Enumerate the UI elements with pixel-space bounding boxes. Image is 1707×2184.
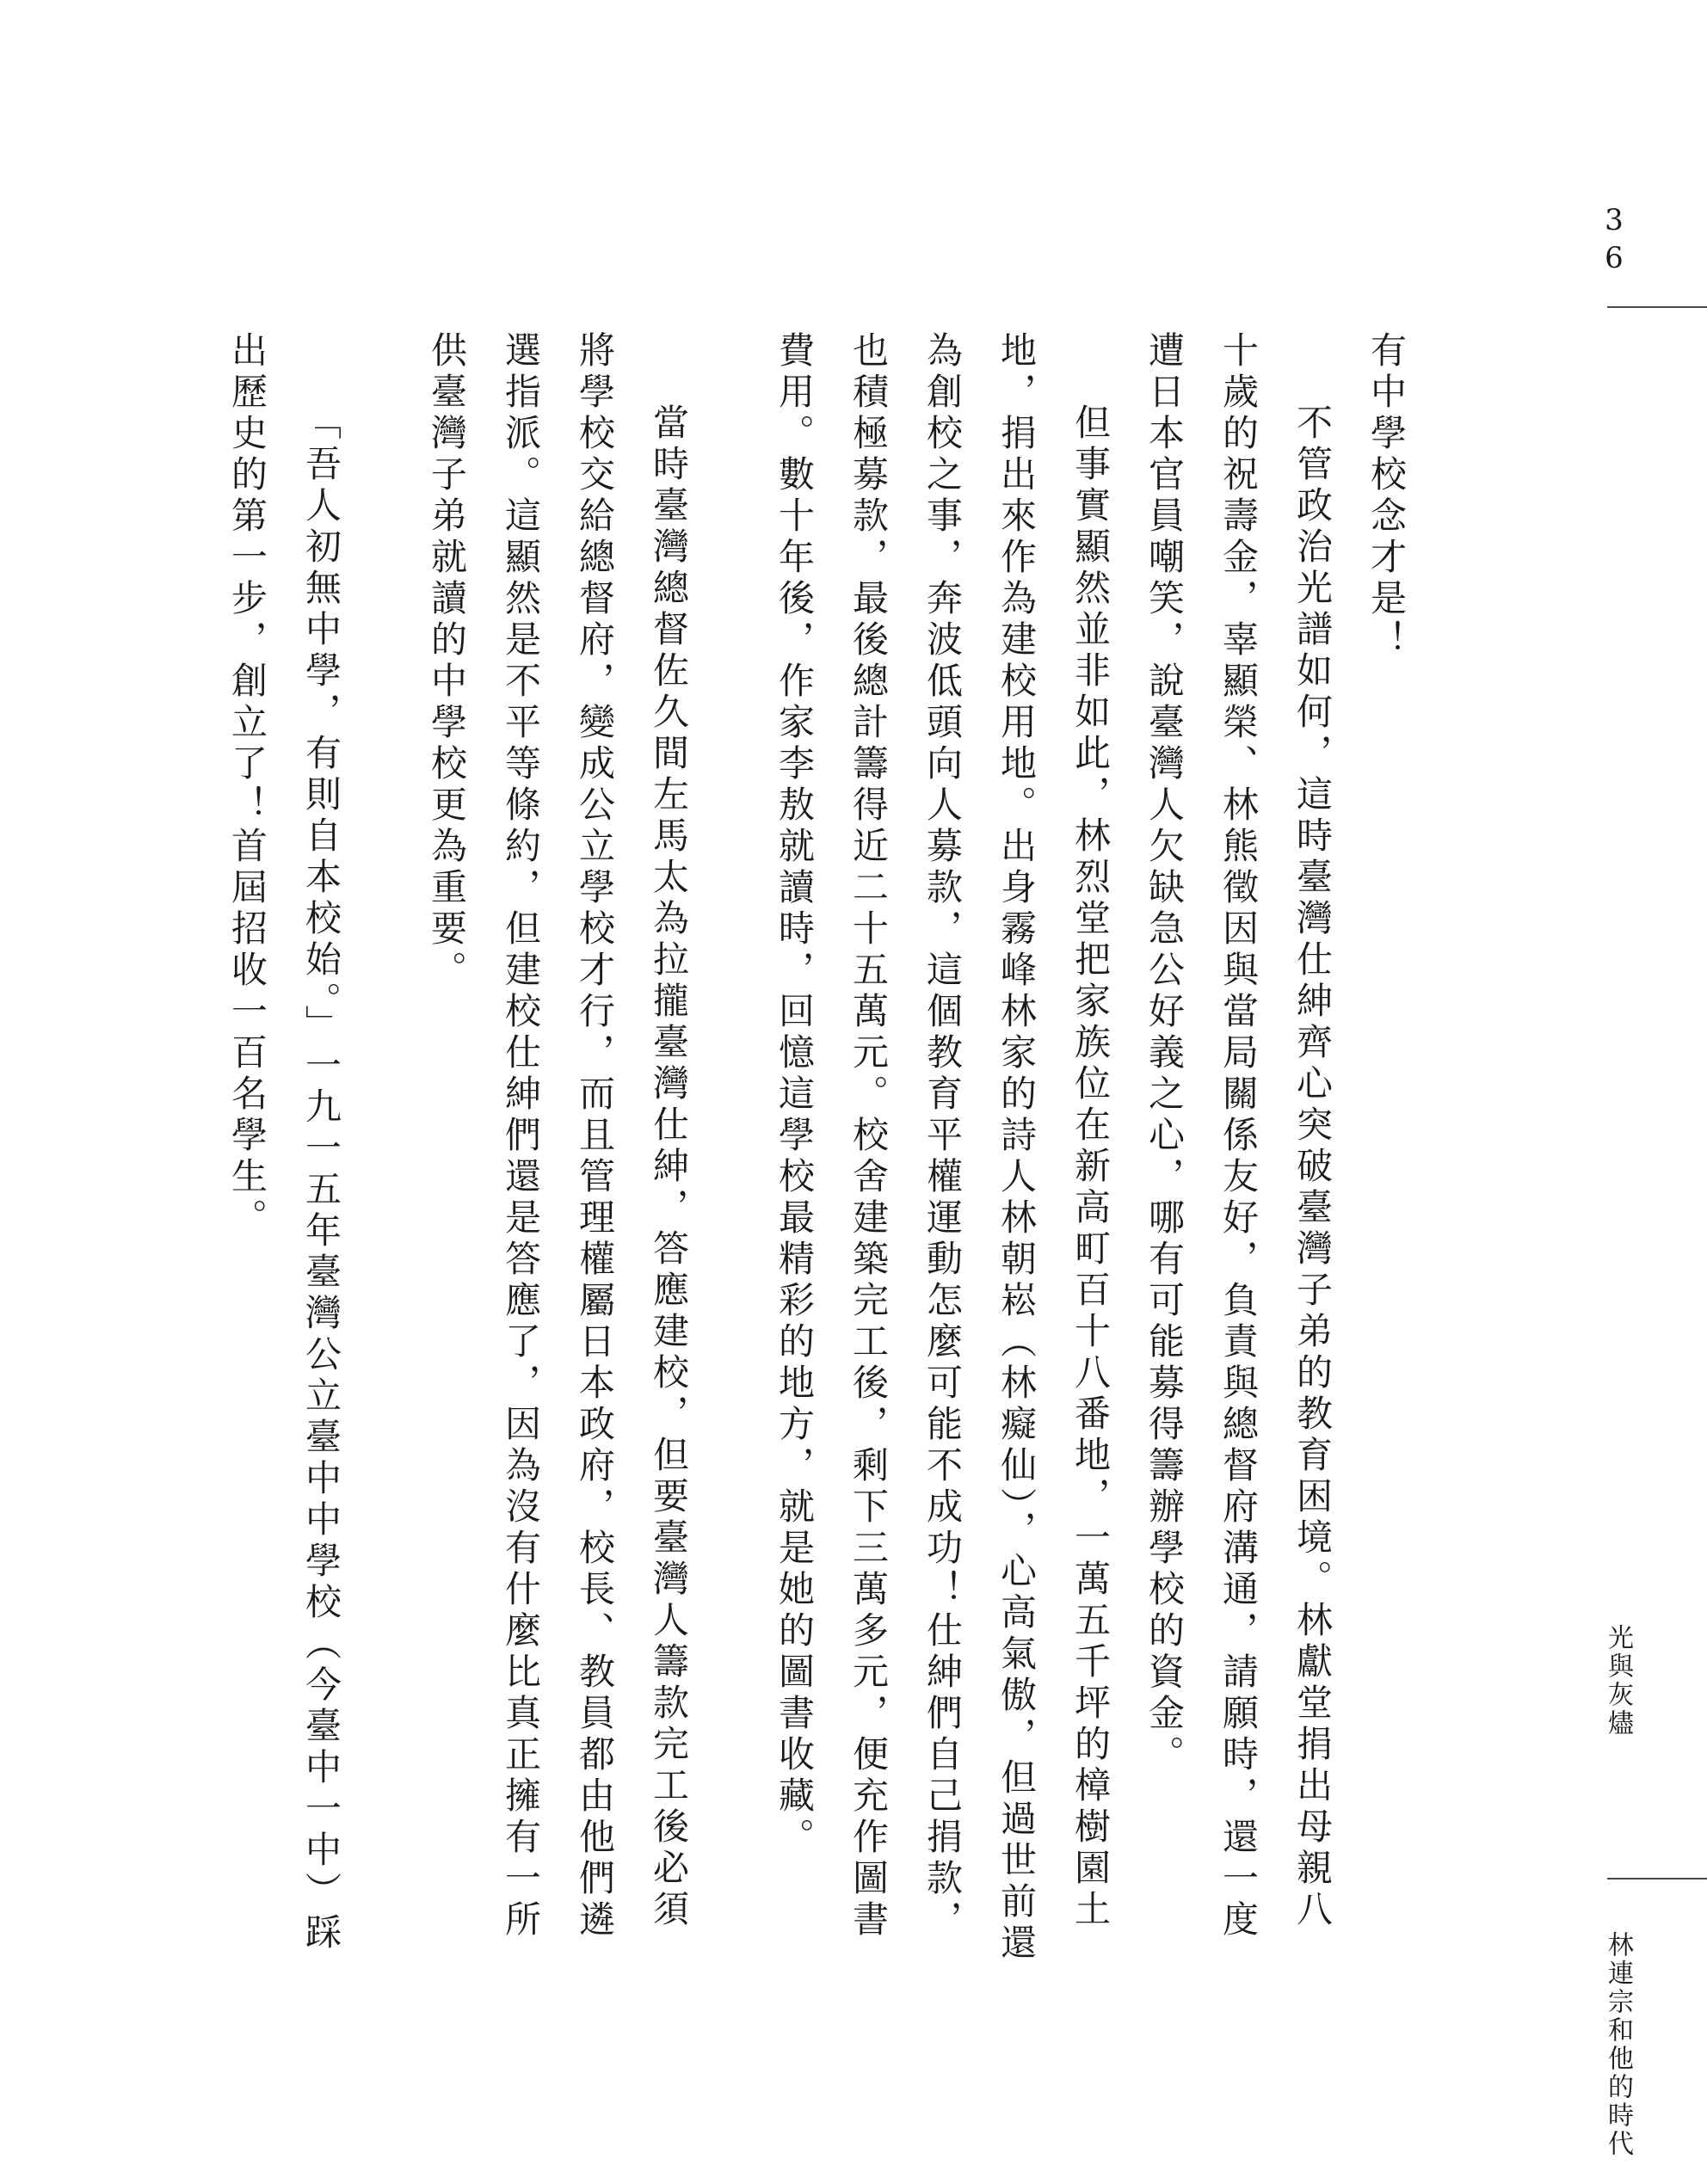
header-rule-middle xyxy=(1607,1878,1707,1879)
running-header-title: 光與灰燼 xyxy=(1603,1624,1633,1738)
paragraph: 「吾人初無中學，有則自本校始。」一九一五年臺灣公立臺中中學校（今臺中一中）踩出歷史的第一步，創立了！首屆招收一百名學生。 xyxy=(226,331,342,1954)
paragraph: 當時臺灣總督佐久間左馬太為拉攏臺灣仕紳，答應建校，但要臺灣人籌款完工後必須將學校交給總督府，變成公立學校才行，而且管理權屬日本政府，校長、教員都由他們遴選指派。這顯然是不平等條約，但建校仕紳們還是答應了，因為沒有什麼比真正擁有一所供臺灣子弟就讀的中學校更為重要。 xyxy=(426,331,690,1941)
header-rule-top xyxy=(1607,306,1707,308)
running-header-subtitle: 林連宗和他的時代 xyxy=(1603,1931,1633,2158)
paragraph: 不管政治光譜如何，這時臺灣仕紳齊心突破臺灣子弟的教育困境。林獻堂捐出母親八十歲的祝壽金，辜顯榮、林熊徵因與當局關係友好，負責與總督府溝通，請願時，還一度遭日本官員嘲笑，說臺灣人欠缺急公好義之心，哪有可能募得籌辦學校的資金。 xyxy=(1143,331,1334,1941)
paragraph: 但事實顯然並非如此，林烈堂把家族位在新高町百十八番地，一萬五千坪的樟樹園土地，捐出來作為建校用地。出身霧峰林家的詩人林朝崧（林癡仙），心高氣傲，但過世前還為創校之事，奔波低頭向人募款，這個教育平權運動怎麼可能不成功！仕紳們自己捐款，也積極募款，最後總計籌得近二十五萬元。校舍建築完工後，剩下三萬多元，便充作圖書費用。數十年後，作家李敖就讀時，回憶這學校最精彩的地方，就是她的圖書收藏。 xyxy=(773,331,1112,1965)
page-number: 36 xyxy=(1597,203,1631,279)
body-text xyxy=(201,331,1423,1966)
paragraph-continuation: 有中學校念才是！ xyxy=(1365,331,1408,661)
